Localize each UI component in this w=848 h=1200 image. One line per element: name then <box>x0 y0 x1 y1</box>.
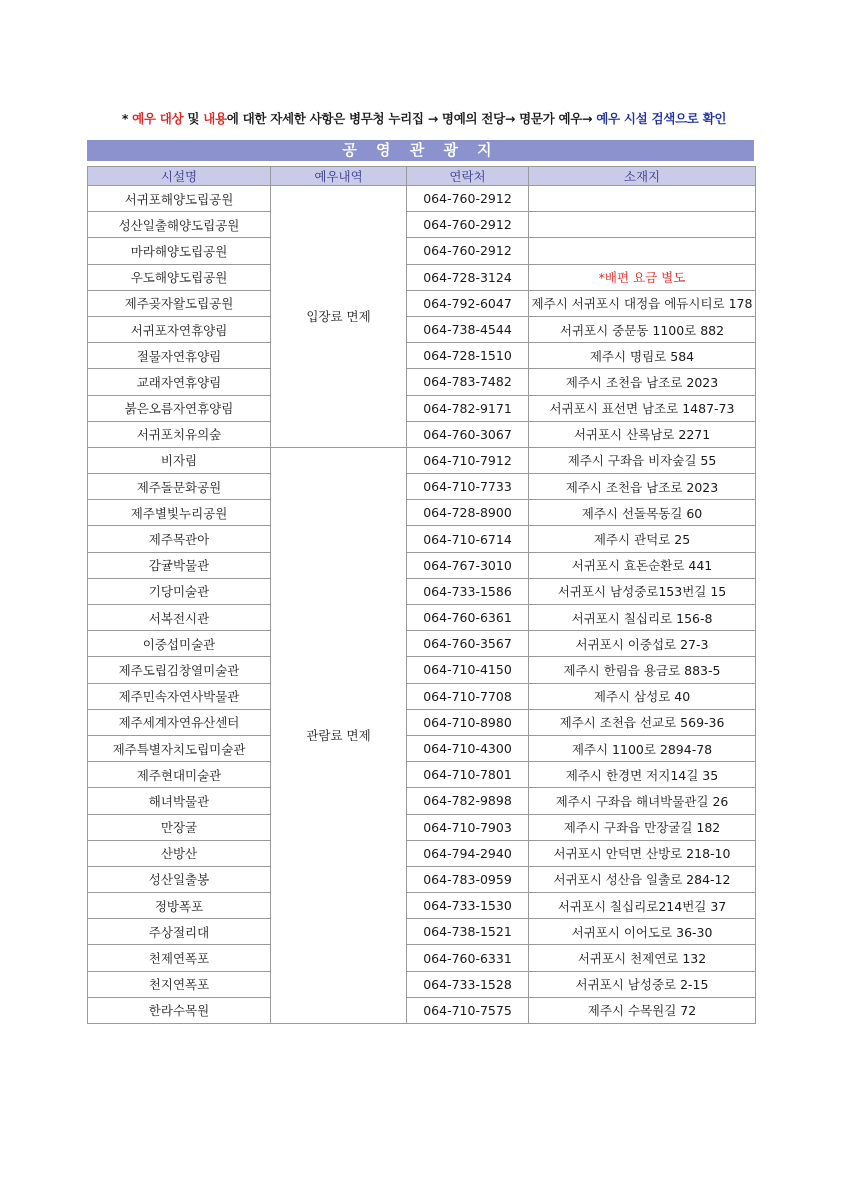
facility-name: 해녀박물관 <box>88 788 271 814</box>
facility-address: 서귀포시 효돈순환로 441 <box>529 552 756 578</box>
facility-phone: 064-738-1521 <box>407 919 529 945</box>
facility-name: 서복전시관 <box>88 605 271 631</box>
table-row <box>88 735 756 761</box>
section-title: 공 영 관 광 지 <box>87 140 754 161</box>
facility-address: 제주시 한림읍 용금로 883-5 <box>529 657 756 683</box>
facility-address: 제주시 구좌읍 비자숲길 55 <box>529 447 756 473</box>
facility-phone: 064-710-7575 <box>407 997 529 1023</box>
table-row <box>88 186 756 212</box>
facility-address: 서귀포시 이어도로 36-30 <box>529 919 756 945</box>
facility-phone: 064-728-1510 <box>407 343 529 369</box>
table-row <box>88 997 756 1023</box>
table-row <box>88 474 756 500</box>
facility-address: 서귀포시 이중섭로 27-3 <box>529 631 756 657</box>
facility-address: 제주시 조천읍 남조로 2023 <box>529 369 756 395</box>
facility-phone: 064-710-7733 <box>407 474 529 500</box>
table-row <box>88 631 756 657</box>
facility-address: 제주시 구좌읍 만장굴길 182 <box>529 814 756 840</box>
facility-phone: 064-710-6714 <box>407 526 529 552</box>
facility-address: 제주시 선돌목동길 60 <box>529 500 756 526</box>
facility-name: 주상절리대 <box>88 919 271 945</box>
facility-phone: 064-710-7903 <box>407 814 529 840</box>
facility-address: 제주시 조천읍 선교로 569-36 <box>529 709 756 735</box>
notice-path: 에 대한 자세한 사항은 병무청 누리집 → 명예의 전당→ 명문가 예우→ <box>226 111 597 126</box>
facility-name: 제주민속자연사박물관 <box>88 683 271 709</box>
facility-name: 정방폭포 <box>88 893 271 919</box>
facility-address: 서귀포시 칠십리로214번길 37 <box>529 893 756 919</box>
facility-address <box>529 186 756 212</box>
table-row <box>88 683 756 709</box>
facility-address: 제주시 명림로 584 <box>529 343 756 369</box>
facility-name: 제주도립김창열미술관 <box>88 657 271 683</box>
facility-name: 성산일출해양도립공원 <box>88 212 271 238</box>
table-body <box>88 186 756 1024</box>
facility-address: 제주시 조천읍 남조로 2023 <box>529 474 756 500</box>
benefit-cell: 입장료 면제 <box>271 186 407 448</box>
facility-name: 제주곶자왈도립공원 <box>88 290 271 316</box>
facility-address: 제주시 수목원길 72 <box>529 997 756 1023</box>
facility-name: 천지연폭포 <box>88 971 271 997</box>
table-row <box>88 578 756 604</box>
facility-name: 이중섭미술관 <box>88 631 271 657</box>
facility-name: 제주별빛누리공원 <box>88 500 271 526</box>
facility-name: 천제연폭포 <box>88 945 271 971</box>
facility-name: 만장굴 <box>88 814 271 840</box>
facility-address: 제주시 관덕로 25 <box>529 526 756 552</box>
facility-address: 서귀포시 안덕면 산방로 218-10 <box>529 840 756 866</box>
facility-phone: 064-760-3067 <box>407 421 529 447</box>
facility-name: 절물자연휴양림 <box>88 343 271 369</box>
facility-phone: 064-760-6361 <box>407 605 529 631</box>
facility-address: 서귀포시 천제연로 132 <box>529 945 756 971</box>
facility-address: 제주시 1100로 2894-78 <box>529 735 756 761</box>
facility-name: 마라해양도립공원 <box>88 238 271 264</box>
header-name: 시설명 <box>88 167 271 186</box>
facility-phone: 064-782-9898 <box>407 788 529 814</box>
table-row <box>88 369 756 395</box>
table-row <box>88 945 756 971</box>
facility-name: 한라수목원 <box>88 997 271 1023</box>
facility-phone: 064-710-4150 <box>407 657 529 683</box>
table-row <box>88 762 756 788</box>
facility-name: 비자림 <box>88 447 271 473</box>
facility-name: 제주돌문화공원 <box>88 474 271 500</box>
table-row <box>88 343 756 369</box>
facility-address: 서귀포시 칠십리로 156-8 <box>529 605 756 631</box>
table-row <box>88 893 756 919</box>
facility-name: 붉은오름자연휴양림 <box>88 395 271 421</box>
facility-address: 서귀포시 남성중로153번길 15 <box>529 578 756 604</box>
notice-target: 예우 대상 <box>132 111 184 126</box>
table-row <box>88 526 756 552</box>
facility-phone: 064-760-2912 <box>407 212 529 238</box>
facility-phone: 064-710-7801 <box>407 762 529 788</box>
facility-phone: 064-710-4300 <box>407 735 529 761</box>
facility-phone: 064-728-8900 <box>407 500 529 526</box>
notice-prefix: * <box>121 111 133 126</box>
facility-phone: 064-760-3567 <box>407 631 529 657</box>
notice-search: 예우 시설 검색으로 확인 <box>596 111 727 126</box>
header-phone: 연락처 <box>407 167 529 186</box>
facility-phone: 064-760-6331 <box>407 945 529 971</box>
facility-phone: 064-783-0959 <box>407 866 529 892</box>
table-row <box>88 814 756 840</box>
facility-name: 서귀포자연휴양림 <box>88 316 271 342</box>
facility-phone: 064-760-2912 <box>407 186 529 212</box>
facility-phone: 064-728-3124 <box>407 264 529 290</box>
facility-address: 제주시 삼성로 40 <box>529 683 756 709</box>
notice-line <box>0 109 848 127</box>
facility-name: 우도해양도립공원 <box>88 264 271 290</box>
table-row <box>88 264 756 290</box>
facility-name: 제주목관아 <box>88 526 271 552</box>
facility-name: 기당미술관 <box>88 578 271 604</box>
facility-phone: 064-783-7482 <box>407 369 529 395</box>
facility-address: 서귀포시 표선면 남조로 1487-73 <box>529 395 756 421</box>
table-row <box>88 709 756 735</box>
benefit-cell: 관람료 면제 <box>271 447 407 1023</box>
table-row <box>88 605 756 631</box>
facility-name: 서귀포해양도립공원 <box>88 186 271 212</box>
facility-name: 제주현대미술관 <box>88 762 271 788</box>
facility-phone: 064-794-2940 <box>407 840 529 866</box>
facility-name: 제주세계자연유산센터 <box>88 709 271 735</box>
header-benefit: 예우내역 <box>271 167 407 186</box>
header-address: 소재지 <box>529 167 756 186</box>
facility-name: 성산일출봉 <box>88 866 271 892</box>
facility-phone: 064-733-1586 <box>407 578 529 604</box>
table-row <box>88 552 756 578</box>
table-row <box>88 290 756 316</box>
facility-name: 서귀포치유의숲 <box>88 421 271 447</box>
facility-phone: 064-710-7708 <box>407 683 529 709</box>
facility-phone: 064-767-3010 <box>407 552 529 578</box>
table-row <box>88 971 756 997</box>
table-row <box>88 840 756 866</box>
table-row <box>88 788 756 814</box>
table-row <box>88 316 756 342</box>
table-row <box>88 919 756 945</box>
facility-address: 서귀포시 성산읍 일출로 284-12 <box>529 866 756 892</box>
table-row <box>88 447 756 473</box>
table-row <box>88 212 756 238</box>
facility-address: 서귀포시 남성중로 2-15 <box>529 971 756 997</box>
table-row <box>88 866 756 892</box>
facility-address: 제주시 구좌읍 해녀박물관길 26 <box>529 788 756 814</box>
facility-address: 제주시 서귀포시 대정읍 에듀시티로 178 <box>529 290 756 316</box>
facility-address <box>529 212 756 238</box>
facility-phone: 064-733-1528 <box>407 971 529 997</box>
facility-table <box>87 166 756 1024</box>
facility-address <box>529 238 756 264</box>
facility-address: 서귀포시 산록남로 2271 <box>529 421 756 447</box>
facility-name: 산방산 <box>88 840 271 866</box>
facility-phone: 064-710-8980 <box>407 709 529 735</box>
facility-phone: 064-760-2912 <box>407 238 529 264</box>
facility-phone: 064-733-1530 <box>407 893 529 919</box>
facility-name: 교래자연휴양림 <box>88 369 271 395</box>
facility-name: 감귤박물관 <box>88 552 271 578</box>
table-row <box>88 500 756 526</box>
facility-address: 서귀포시 중문동 1100로 882 <box>529 316 756 342</box>
facility-note: *배편 요금 별도 <box>529 264 756 290</box>
notice-content: 내용 <box>203 111 227 126</box>
table-row <box>88 395 756 421</box>
facility-phone: 064-738-4544 <box>407 316 529 342</box>
facility-phone: 064-782-9171 <box>407 395 529 421</box>
table-header-row <box>88 167 756 186</box>
facility-phone: 064-710-7912 <box>407 447 529 473</box>
table-row <box>88 238 756 264</box>
facility-address: 제주시 한경면 저지14길 35 <box>529 762 756 788</box>
facility-phone: 064-792-6047 <box>407 290 529 316</box>
facility-name: 제주특별자치도립미술관 <box>88 735 271 761</box>
table-row <box>88 421 756 447</box>
notice-conj: 및 <box>183 111 204 126</box>
table-row <box>88 657 756 683</box>
